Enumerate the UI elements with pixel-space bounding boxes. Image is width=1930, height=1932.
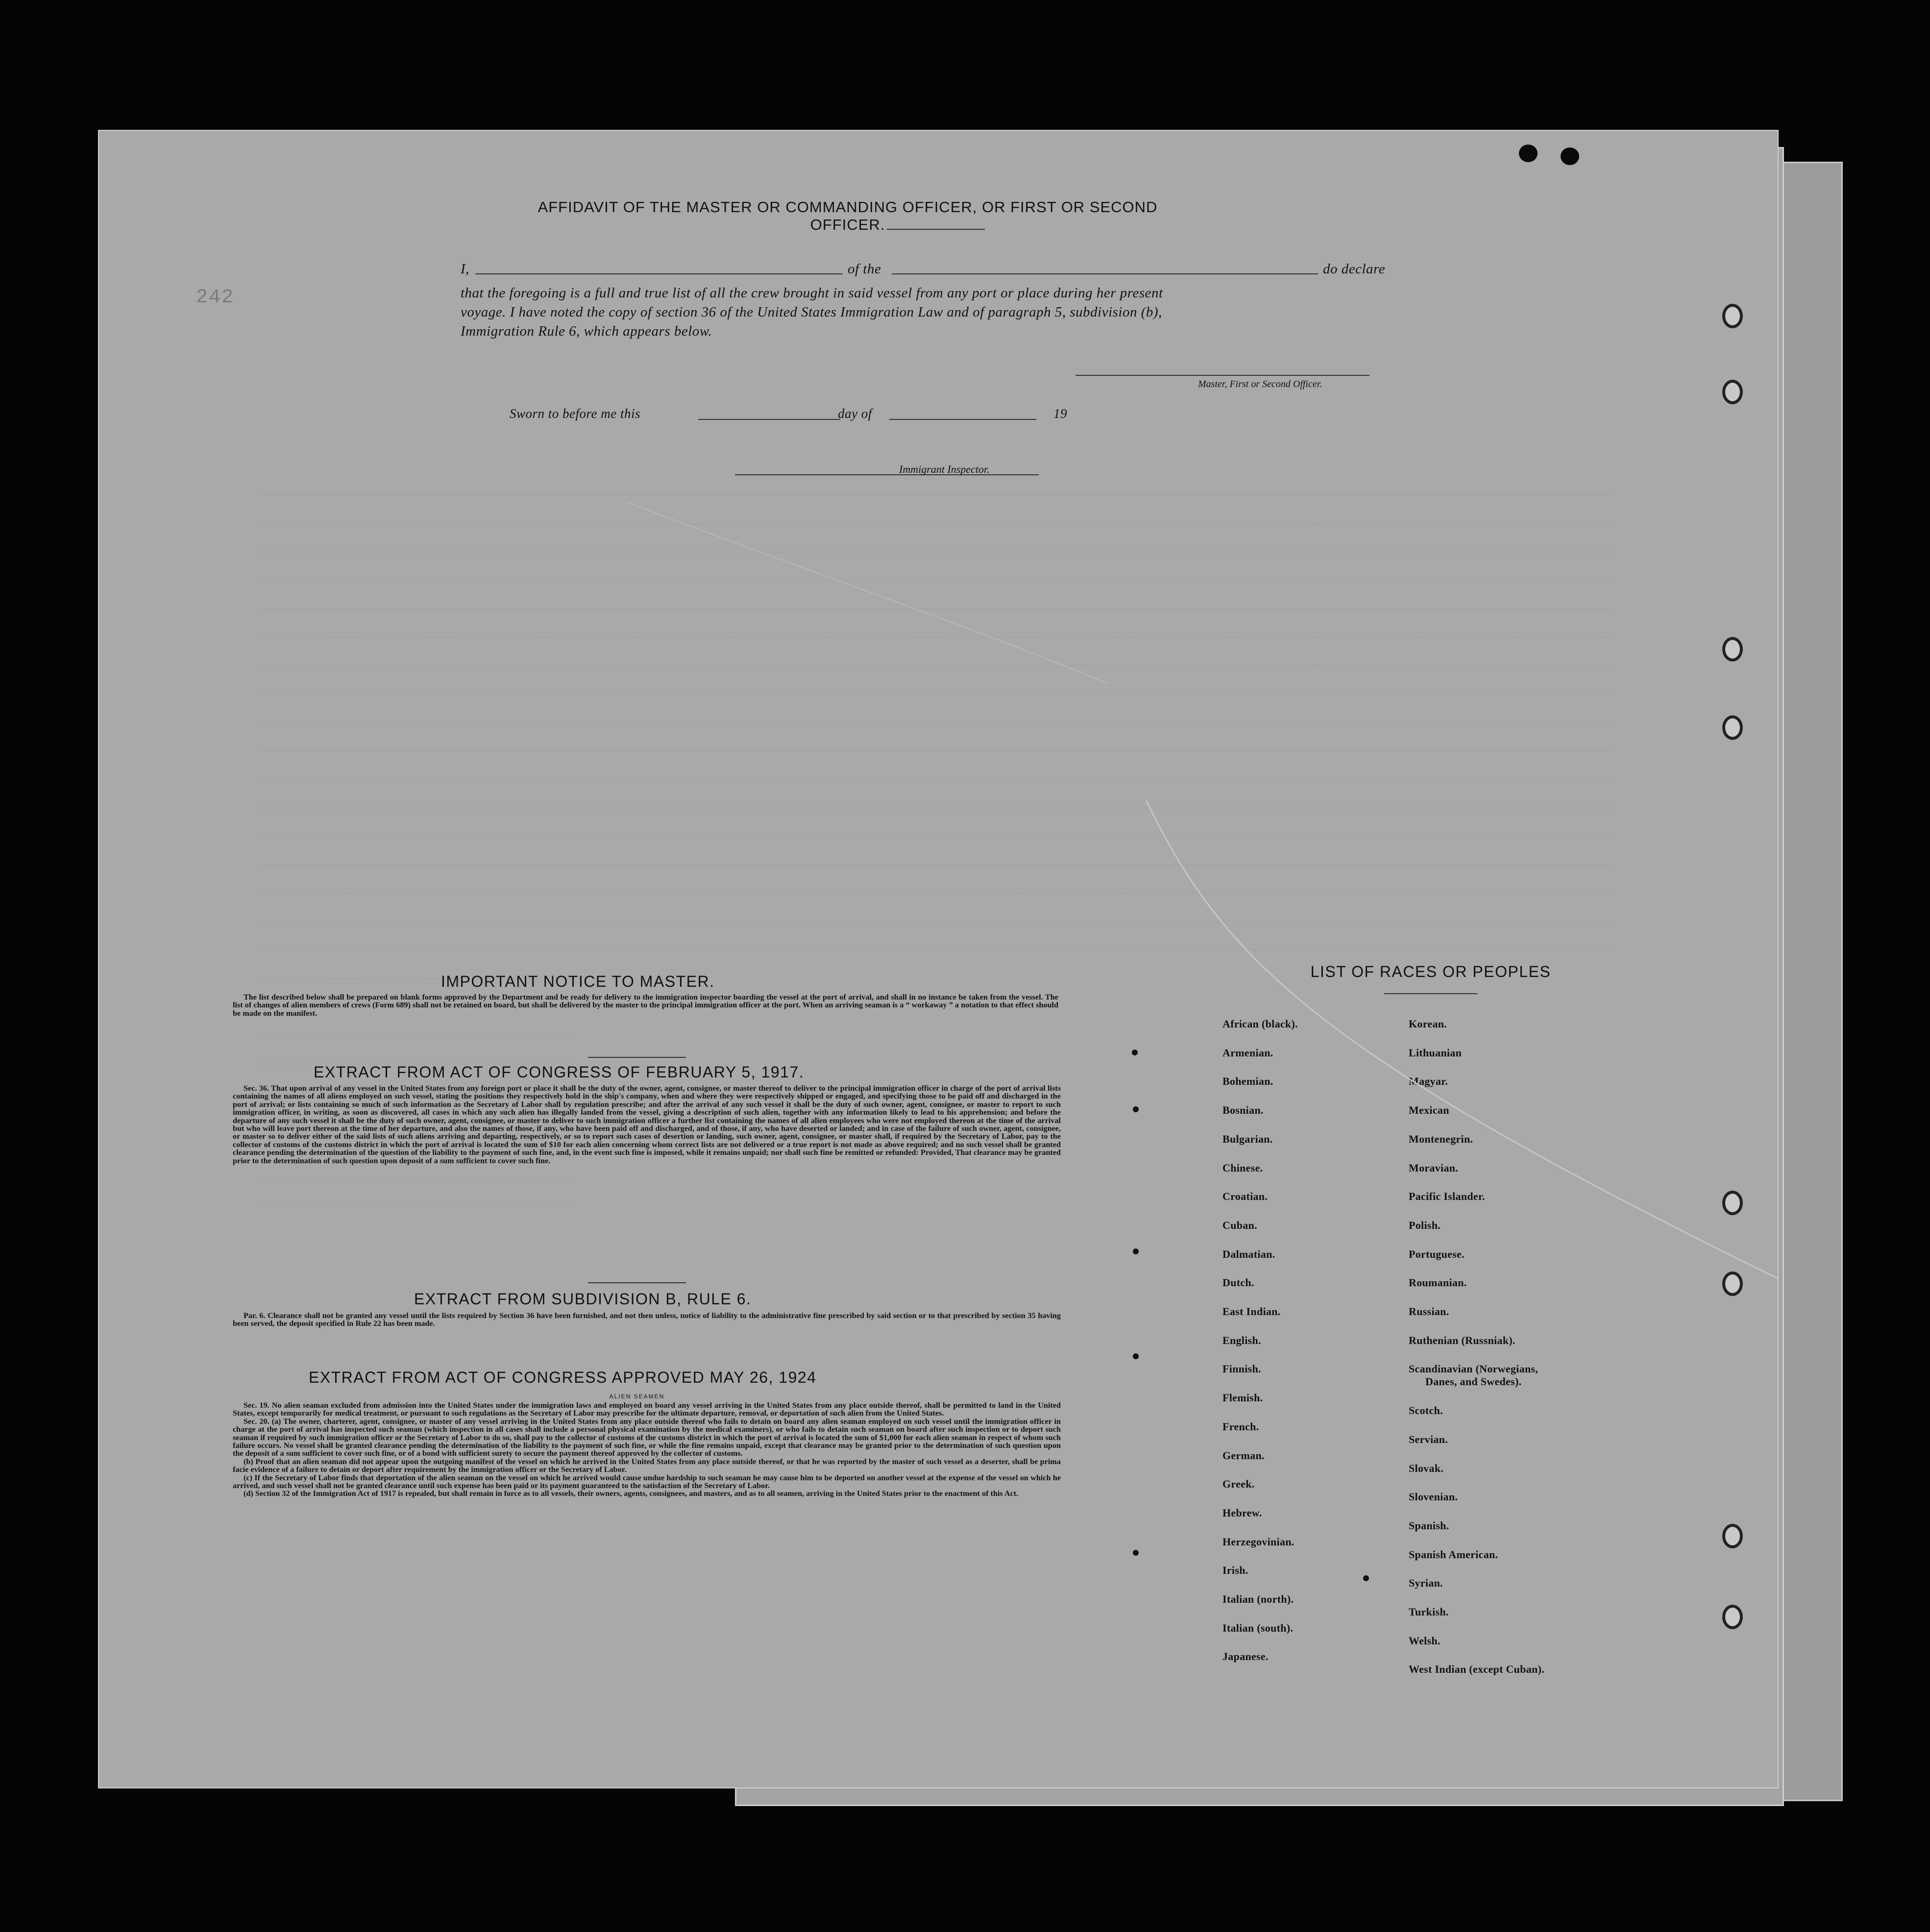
race-item: Italian (north).	[1222, 1593, 1294, 1605]
extract-rule6-heading: EXTRACT FROM SUBDIVISION B, RULE 6.	[414, 1290, 752, 1308]
race-item: Montenegrin.	[1409, 1132, 1473, 1145]
race-item: Italian (south).	[1222, 1621, 1294, 1634]
page-number: 242	[196, 287, 235, 309]
affidavit-title: AFFIDAVIT OF THE MASTER OR COMMANDING OFFICER, OR FIRST OR SECOND OFFICER.	[537, 198, 1158, 233]
race-item: Lithuanian	[1409, 1046, 1462, 1059]
race-item: Moravian.	[1409, 1161, 1459, 1174]
race-item: French.	[1222, 1420, 1259, 1433]
race-item: Hebrew.	[1222, 1506, 1262, 1519]
extract-1924-paragraph: (d) Section 32 of the Immigration Act of 1917 is repealed, but shall remain in force as to all vessels, their owners, agents, consignees, and masters, and as to all seamen, arriving in the United States prior to the enactment of this Act.	[244, 1489, 1019, 1498]
sworn-year-text: 19	[1053, 406, 1067, 421]
race-item: Japanese.	[1222, 1650, 1269, 1663]
extract-1924-paragraph: (b) Proof that an alien seaman did not appear upon the outgoing manifest of the vessel on which he arrived in the United States from any place outside thereof, or that he was reported by the master of such vessel as a deserter, shall be prima facie evidence of a failure to detain or deport after requirement by the immigration officer or the Secretary of Labor.	[233, 1457, 1061, 1474]
declaration-line-3: voyage. I have noted the copy of section 36 of the United States Immigration Law and of paragraph 5, subdivision (b),	[461, 304, 1162, 320]
declaration-do-declare: do declare	[1323, 261, 1386, 277]
declaration-line-4: Immigration Rule 6, which appears below.	[461, 323, 712, 339]
extract-rule6-body: Par. 6. Clearance shall not be granted any vessel until the lists required by Section 36 have been furnished, and not then unless, notice of liability to the administrative fine prescribed by said section or to that prescribed by section 35 having been served, the deposit specified in Rule 22 has been made.	[233, 1311, 1061, 1328]
race-item: Syrian.	[1409, 1577, 1443, 1590]
race-item: Flemish.	[1222, 1392, 1263, 1404]
race-item: Portuguese.	[1409, 1247, 1465, 1260]
notice-body: The list described below shall be prepared on blank forms approved by the Department and be ready for delivery to the immigration inspector boarding the vessel at the port of arrival, and shall in no instance be taken from the vessel. The list of changes of alien members of crews (Form 689) shall not be retained on board, but shall be delivered by the master to the principal immigration officer at the port. When an arriving seaman is a “ workaway ” a notation to that effect should be made on the manifest.	[233, 993, 1058, 1018]
race-item: Spanish American.	[1409, 1548, 1498, 1561]
race-item: Ruthenian (Russniak).	[1409, 1334, 1515, 1346]
declaration-line-2: that the foregoing is a full and true list of all the crew brought in said vessel from any port or place during her present	[461, 285, 1163, 301]
extract-1924-paragraph: Sec. 20. (a) The owner, charterer, agent, consignee, or master of any vessel arriving in the United States from any place outside thereof who fails to detain on board any alien seaman employed on such vessel until the immigration officer in charge at the port of arrival has inspected such seaman (which inspection in all cases shall include a personal physical examination by the medical examiners), or who fails to detain such seaman on board after such inspection or to deport such seaman if required by such immigration officer or the Secretary of Labor to do so, shall pay to the collector of customs of the customs district in which the port of arrival is located the sum of $1,000 for each alien seaman in respect of whom such failure occurs. No vessel shall be granted clearance pending the determination of the liability to the payment of such fine, or while the fine remains unpaid, except that clearance may be granted prior to the determination of such question upon the deposit of a sum sufficient to cover such fine, or of a bond with sufficient surety to secure the payment thereof approved by the collector of customs.	[233, 1417, 1061, 1458]
race-item: Greek.	[1222, 1478, 1255, 1491]
race-item: Bulgarian.	[1222, 1132, 1273, 1145]
race-item: Turkish.	[1409, 1606, 1449, 1618]
extract-1924-paragraph: Sec. 19. No alien seaman excluded from admission into the United States under the immigration laws and employed on board any vessel arriving in the United States from any place outside thereof, shall be permitted to land in the United States, except temporarily for medical treatment, or pursuant to such regulations as the Secretary of Labor may prescribe for the ultimate departure, removal, or deportation of such alien from the United States.	[233, 1401, 1061, 1418]
race-item: Cuban.	[1222, 1219, 1257, 1231]
extract-1924-paragraph: (c) If the Secretary of Labor finds that deportation of the alien seaman on the vessel on which he arrived would cause undue hardship to such seaman he may cause him to be deported on another vessel at the expense of the vessel on which he arrived, and such vessel shall not be granted clearance until such expense has been paid or its payment guaranteed to the satisfaction of the Secretary of Labor.	[233, 1473, 1061, 1491]
master-signature-label: Master, First or Second Officer.	[1198, 379, 1322, 390]
race-item: Roumanian.	[1409, 1276, 1467, 1289]
extract-1917-body: Sec. 36. That upon arrival of any vessel in the United States from any foreign port or place it shall be the duty of the owner, agent, consignee, or master thereof to deliver to the principal immigration officer in charge of the port of arrival lists containing the names of all aliens employed on such vessel, stating the positions they respectively hold in the ship's company, when and where they were respectively shipped or engaged, and specifying those to be paid off and discharged in the port of arrival; or lists containing so much of such information as the Secretary of Labor shall by regulation prescribe; and after the arrival of any such vessel it shall be the duty of such owner, agent, consignee, or master to report to such immigration officer, in writing, as soon as discovered, all cases in which any such alien has illegally landed from the vessel, giving a description of such alien, together with any information likely to lead to his apprehension; and before the departure of any such vessel it shall be the duty of such owner, agent, consignee, or master to deliver to such immigration officer a further list containing the names of all alien employees who were not employed thereon at the time of the arrival but who will leave port thereon at the time of her departure, and also the names of those, if any, who have been paid off and discharged, and of those, if any, who have deserted or landed; and in case of the failure of such owner, agent, consignee, or master so to deliver either of the said lists of such aliens arriving and departing, respectively, or so to report such cases of desertion or landing, such owner, agent, consignee, or master shall, if required by the Secretary of Labor, pay to the collector of customs of the customs district in which the port of arrival is located the sum of $10 for each alien concerning whom correct lists are not delivered or a true report is not made as above required; and no such vessel shall be granted clearance pending the determination of the question of the liability to the payment of such fine, and, in the event such fine is imposed, while it remains unpaid; nor shall such fine be remitted or refunded: Provided, That clearance may be granted prior to the determination of such question upon deposit of a sum sufficient to cover such fine.	[233, 1084, 1061, 1165]
race-item: Dutch.	[1222, 1276, 1254, 1289]
extract-1924-heading: EXTRACT FROM ACT OF CONGRESS APPROVED MAY 26, 1924	[309, 1369, 817, 1386]
race-item: Magyar.	[1409, 1075, 1448, 1088]
race-item: Armenian.	[1222, 1046, 1273, 1059]
race-item: West Indian (except Cuban).	[1409, 1663, 1545, 1676]
race-item: Servian.	[1409, 1433, 1448, 1445]
race-item: German.	[1222, 1449, 1265, 1462]
race-item: Dalmatian.	[1222, 1247, 1275, 1260]
race-item: Russian.	[1409, 1305, 1449, 1318]
race-item: Croatian.	[1222, 1190, 1268, 1203]
race-item: Chinese.	[1222, 1161, 1263, 1174]
notice-heading: IMPORTANT NOTICE TO MASTER.	[441, 973, 715, 990]
race-item: Polish.	[1409, 1219, 1441, 1231]
affidavit-page	[98, 130, 1779, 1788]
race-item: Irish.	[1222, 1564, 1248, 1577]
race-item: Slovak.	[1409, 1462, 1444, 1474]
race-item: Welsh.	[1409, 1634, 1441, 1647]
declaration-of-the: of the	[848, 261, 881, 277]
sworn-day-of-text: day of	[838, 406, 872, 421]
inspector-signature-label: Immigrant Inspector.	[899, 463, 990, 475]
paper-crease	[98, 130, 1779, 1788]
race-item: Spanish.	[1409, 1519, 1449, 1532]
race-item: Bosnian.	[1222, 1104, 1264, 1117]
extract-1917-heading: EXTRACT FROM ACT OF CONGRESS OF FEBRUARY 5, 1917.	[314, 1063, 805, 1081]
sworn-before-text: Sworn to before me this	[510, 406, 640, 421]
race-item: Finnish.	[1222, 1363, 1261, 1375]
declaration-i: I,	[461, 261, 469, 277]
race-item: Herzegovinian.	[1222, 1535, 1295, 1548]
race-item: Bohemian.	[1222, 1075, 1273, 1088]
race-item: Mexican	[1409, 1104, 1449, 1117]
race-item: Scotch.	[1409, 1404, 1443, 1417]
extract-1924-subheading: ALIEN SEAMEN	[609, 1393, 665, 1400]
race-item: Scandinavian (Norwegians,	[1409, 1363, 1539, 1375]
race-item: East Indian.	[1222, 1305, 1281, 1318]
race-item: Slovenian.	[1409, 1491, 1458, 1503]
race-item: Danes, and Swedes).	[1425, 1375, 1522, 1388]
race-item: English.	[1222, 1334, 1261, 1346]
race-item: Pacific Islander.	[1409, 1190, 1485, 1203]
race-item: African (black).	[1222, 1018, 1298, 1030]
race-item: Korean.	[1409, 1018, 1447, 1030]
races-title: LIST OF RACES OR PEOPLES	[1310, 963, 1551, 980]
